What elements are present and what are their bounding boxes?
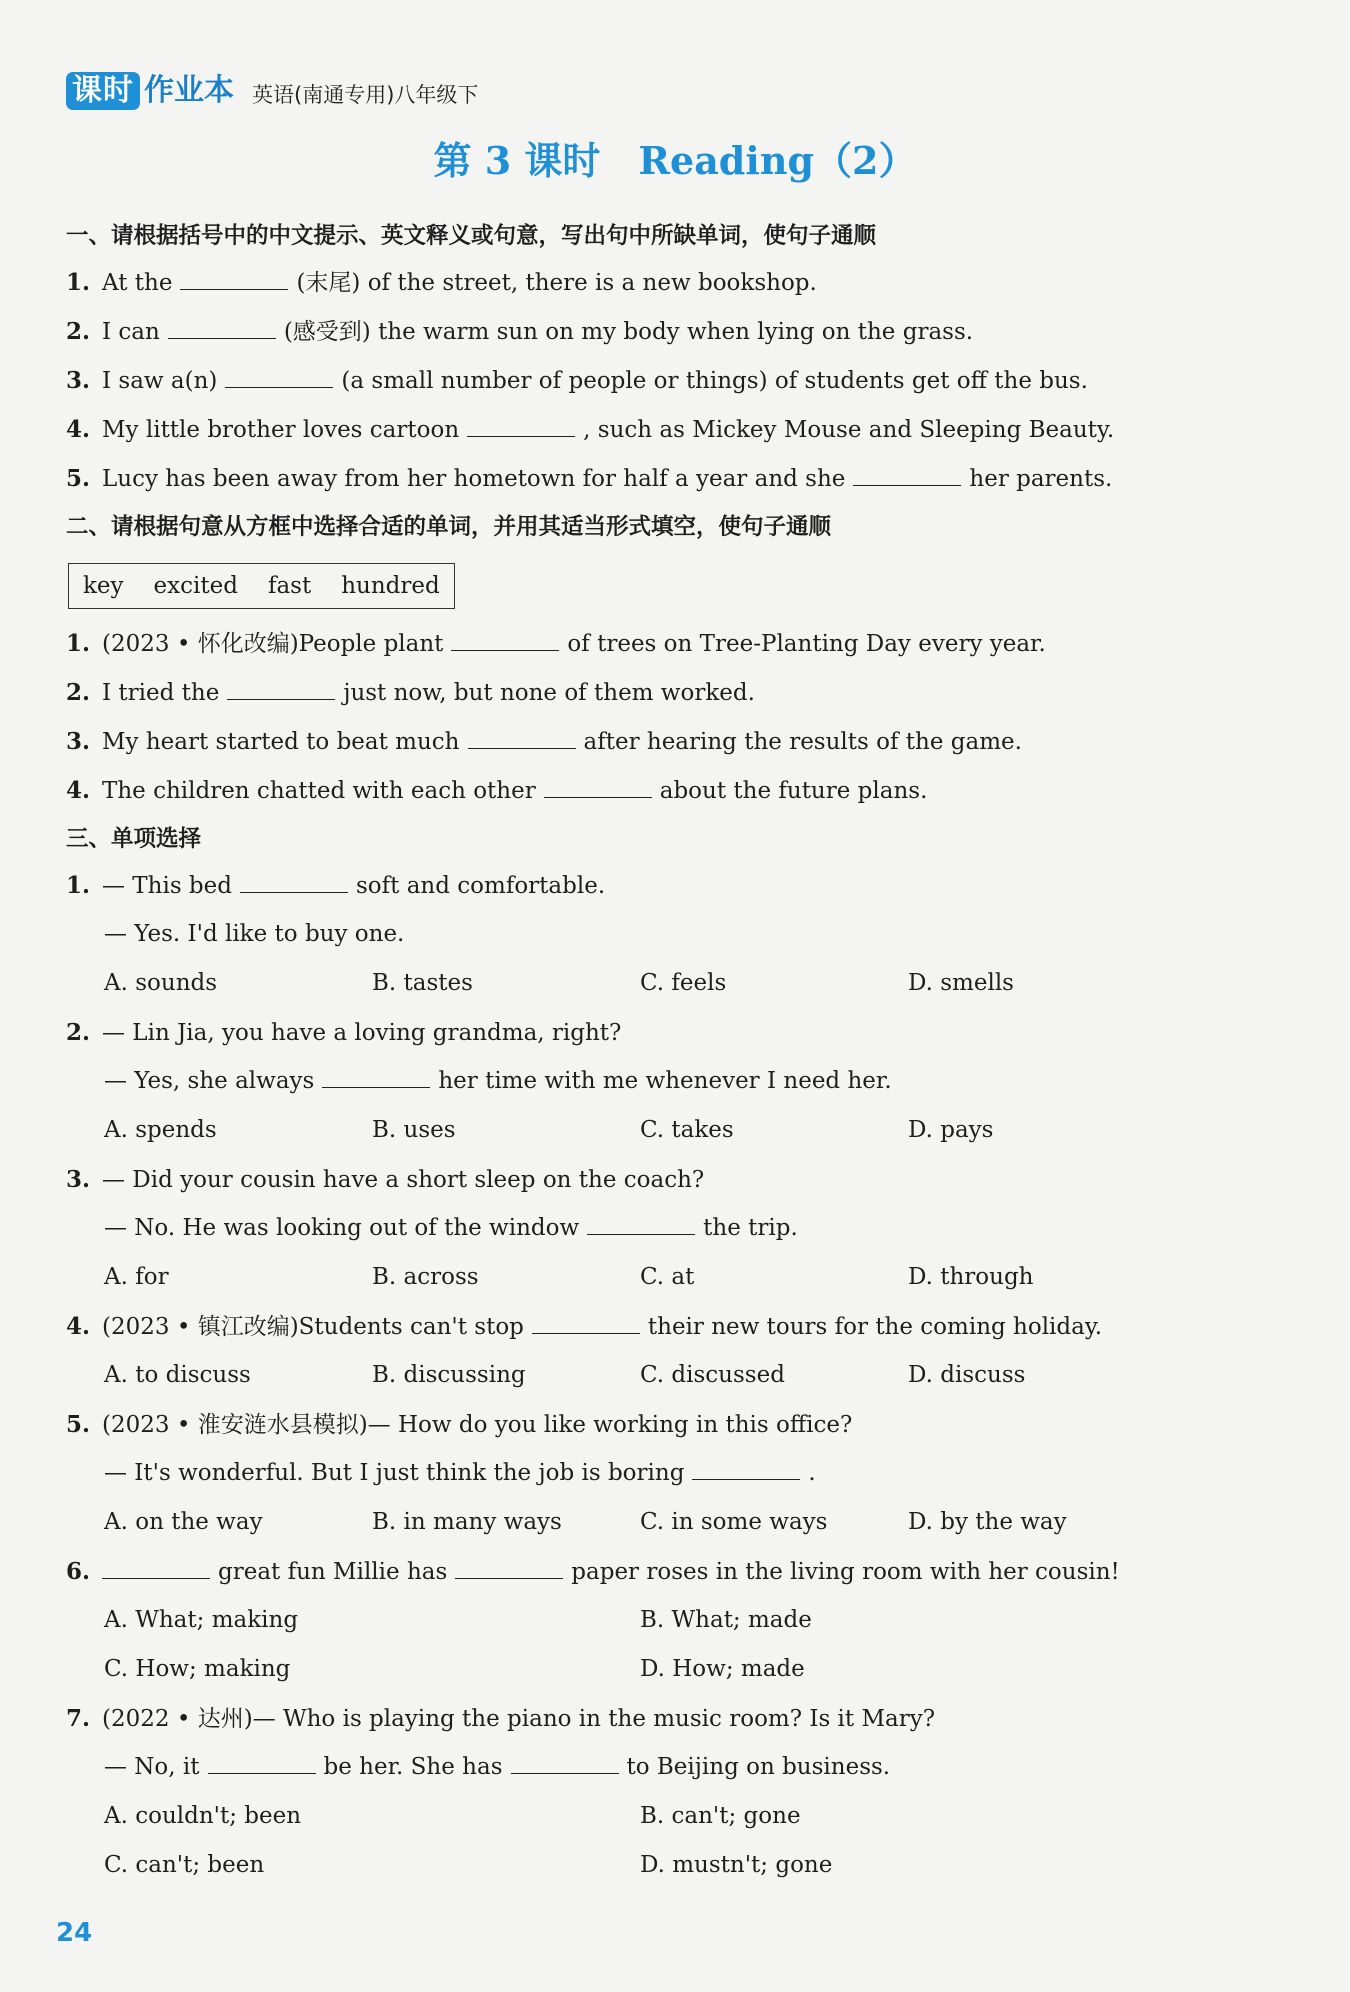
option-b[interactable]: B. tastes bbox=[372, 970, 473, 996]
s3-q6-options-row2 bbox=[66, 1645, 1176, 1694]
option-a[interactable]: A. couldn't; been bbox=[104, 1803, 302, 1829]
option-a[interactable]: A. for bbox=[104, 1264, 169, 1290]
lesson-title: 第 3 课时 Reading（2） bbox=[433, 138, 917, 183]
brand-logo bbox=[66, 72, 234, 110]
option-c[interactable]: C. can't; been bbox=[104, 1852, 265, 1878]
answer-blank[interactable] bbox=[180, 263, 288, 290]
option-a[interactable]: A. spends bbox=[104, 1117, 217, 1143]
option-b[interactable]: B. What; made bbox=[640, 1607, 812, 1633]
option-b[interactable]: B. uses bbox=[372, 1117, 456, 1143]
answer-blank[interactable] bbox=[168, 312, 276, 339]
option-a[interactable]: A. to discuss bbox=[104, 1362, 251, 1388]
option-c[interactable]: C. takes bbox=[640, 1117, 734, 1143]
s1-item-5: 5. Lucy has been away from her hometown for half a year and she her parents. bbox=[66, 454, 1176, 503]
s3-q7-options-row2 bbox=[66, 1841, 1176, 1890]
answer-blank[interactable] bbox=[225, 361, 333, 388]
section1-heading: 一、请根据括号中的中文提示、英文释义或句意，写出句中所缺单词，使句子通顺 bbox=[66, 223, 877, 249]
s2-item-1: 1. (2023 • 怀化改编)People plant of trees on Tree-Planting Day every year. bbox=[66, 619, 1176, 668]
logo-box: 课时 bbox=[66, 72, 140, 110]
s3-q4-options bbox=[66, 1351, 1176, 1400]
s3-q7-line2: — No, it be her. She has to Beijing on business. bbox=[66, 1743, 1176, 1792]
option-a[interactable]: A. sounds bbox=[104, 970, 218, 996]
answer-blank[interactable] bbox=[227, 673, 335, 700]
option-c[interactable]: C. in some ways bbox=[640, 1509, 828, 1535]
option-d[interactable]: D. through bbox=[908, 1264, 1034, 1290]
s3-q1-line2: — Yes. I'd like to buy one. bbox=[104, 921, 405, 947]
section2-heading: 二、请根据句意从方框中选择合适的单词，并用其适当形式填空，使句子通顺 bbox=[66, 514, 832, 540]
s3-q5-line1: 5. (2023 • 淮安涟水县模拟)— How do you like working in this office? bbox=[66, 1411, 853, 1438]
s3-q2-line1: 2. — Lin Jia, you have a loving grandma, right? bbox=[66, 1019, 622, 1046]
s3-q7-line1: 7. (2022 • 达州)— Who is playing the piano in the music room? Is it Mary? bbox=[66, 1705, 936, 1732]
answer-blank[interactable] bbox=[587, 1208, 695, 1235]
word-box bbox=[68, 563, 455, 609]
option-b[interactable]: B. discussing bbox=[372, 1362, 526, 1388]
answer-blank[interactable] bbox=[532, 1307, 640, 1334]
option-c[interactable]: C. at bbox=[640, 1264, 695, 1290]
option-d[interactable]: D. pays bbox=[908, 1117, 994, 1143]
s3-q1-line1: 1. — This bed soft and comfortable. bbox=[66, 861, 1176, 910]
logo-text: 作业本 bbox=[144, 73, 234, 108]
s1-item-4: 4. My little brother loves cartoon , such as Mickey Mouse and Sleeping Beauty. bbox=[66, 405, 1176, 454]
answer-blank[interactable] bbox=[102, 1552, 210, 1579]
option-d[interactable]: D. How; made bbox=[640, 1656, 805, 1682]
answer-blank[interactable] bbox=[322, 1061, 430, 1088]
option-c[interactable]: C. feels bbox=[640, 970, 727, 996]
option-b[interactable]: B. across bbox=[372, 1264, 479, 1290]
s3-q4-line1: 4. (2023 • 镇江改编)Students can't stop their new tours for the coming holiday. bbox=[66, 1302, 1176, 1351]
option-c[interactable]: C. discussed bbox=[640, 1362, 785, 1388]
s3-q6-line1: 6. great fun Millie has paper roses in the living room with her cousin! bbox=[66, 1547, 1176, 1596]
option-b[interactable]: B. can't; gone bbox=[640, 1803, 801, 1829]
answer-blank[interactable] bbox=[208, 1747, 316, 1774]
s3-q2-line2: — Yes, she always her time with me whenever I need her. bbox=[66, 1057, 1176, 1106]
s3-q2-options bbox=[66, 1106, 1176, 1155]
answer-blank[interactable] bbox=[544, 771, 652, 798]
answer-blank[interactable] bbox=[467, 410, 575, 437]
option-d[interactable]: D. mustn't; gone bbox=[640, 1852, 833, 1878]
s2-item-3: 3. My heart started to beat much after hearing the results of the game. bbox=[66, 717, 1176, 766]
book-title: 英语(南通专用)八年级下 bbox=[252, 83, 479, 107]
option-d[interactable]: D. smells bbox=[908, 970, 1014, 996]
answer-blank[interactable] bbox=[451, 624, 559, 651]
s3-q5-line2: — It's wonderful. But I just think the job is boring . bbox=[66, 1449, 1176, 1498]
s2-item-4: 4. The children chatted with each other about the future plans. bbox=[66, 766, 1176, 815]
answer-blank[interactable] bbox=[692, 1453, 800, 1480]
answer-blank[interactable] bbox=[240, 866, 348, 893]
s3-q3-line2: — No. He was looking out of the window the trip. bbox=[66, 1204, 1176, 1253]
word-excited: excited bbox=[153, 573, 238, 599]
answer-blank[interactable] bbox=[468, 722, 576, 749]
s3-q3-line1: 3. — Did your cousin have a short sleep on the coach? bbox=[66, 1166, 705, 1193]
s1-item-3: 3. I saw a(n) (a small number of people or things) of students get off the bus. bbox=[66, 356, 1176, 405]
answer-blank[interactable] bbox=[455, 1552, 563, 1579]
s3-q5-options bbox=[66, 1498, 1176, 1547]
s1-item-2: 2. I can (感受到) the warm sun on my body when lying on the grass. bbox=[66, 307, 1176, 356]
option-a[interactable]: A. What; making bbox=[104, 1607, 299, 1633]
option-d[interactable]: D. by the way bbox=[908, 1509, 1067, 1535]
option-d[interactable]: D. discuss bbox=[908, 1362, 1026, 1388]
s1-item-1: 1. At the (末尾) of the street, there is a new bookshop. bbox=[66, 258, 1176, 307]
exercise-content bbox=[66, 212, 1176, 1890]
answer-blank[interactable] bbox=[853, 459, 961, 486]
answer-blank[interactable] bbox=[511, 1747, 619, 1774]
word-fast: fast bbox=[267, 573, 312, 599]
s3-q3-options bbox=[66, 1253, 1176, 1302]
word-hundred: hundred bbox=[341, 573, 440, 599]
word-key: key bbox=[83, 573, 124, 599]
option-c[interactable]: C. How; making bbox=[104, 1656, 291, 1682]
s2-item-2: 2. I tried the just now, but none of them worked. bbox=[66, 668, 1176, 717]
page-header bbox=[66, 72, 478, 110]
s3-q7-options-row1 bbox=[66, 1792, 1176, 1841]
option-a[interactable]: A. on the way bbox=[104, 1509, 263, 1535]
section3-heading: 三、单项选择 bbox=[66, 826, 202, 852]
s3-q6-options-row1 bbox=[66, 1596, 1176, 1645]
option-b[interactable]: B. in many ways bbox=[372, 1509, 562, 1535]
s3-q1-options bbox=[66, 959, 1176, 1008]
page-number: 24 bbox=[56, 1918, 93, 1948]
